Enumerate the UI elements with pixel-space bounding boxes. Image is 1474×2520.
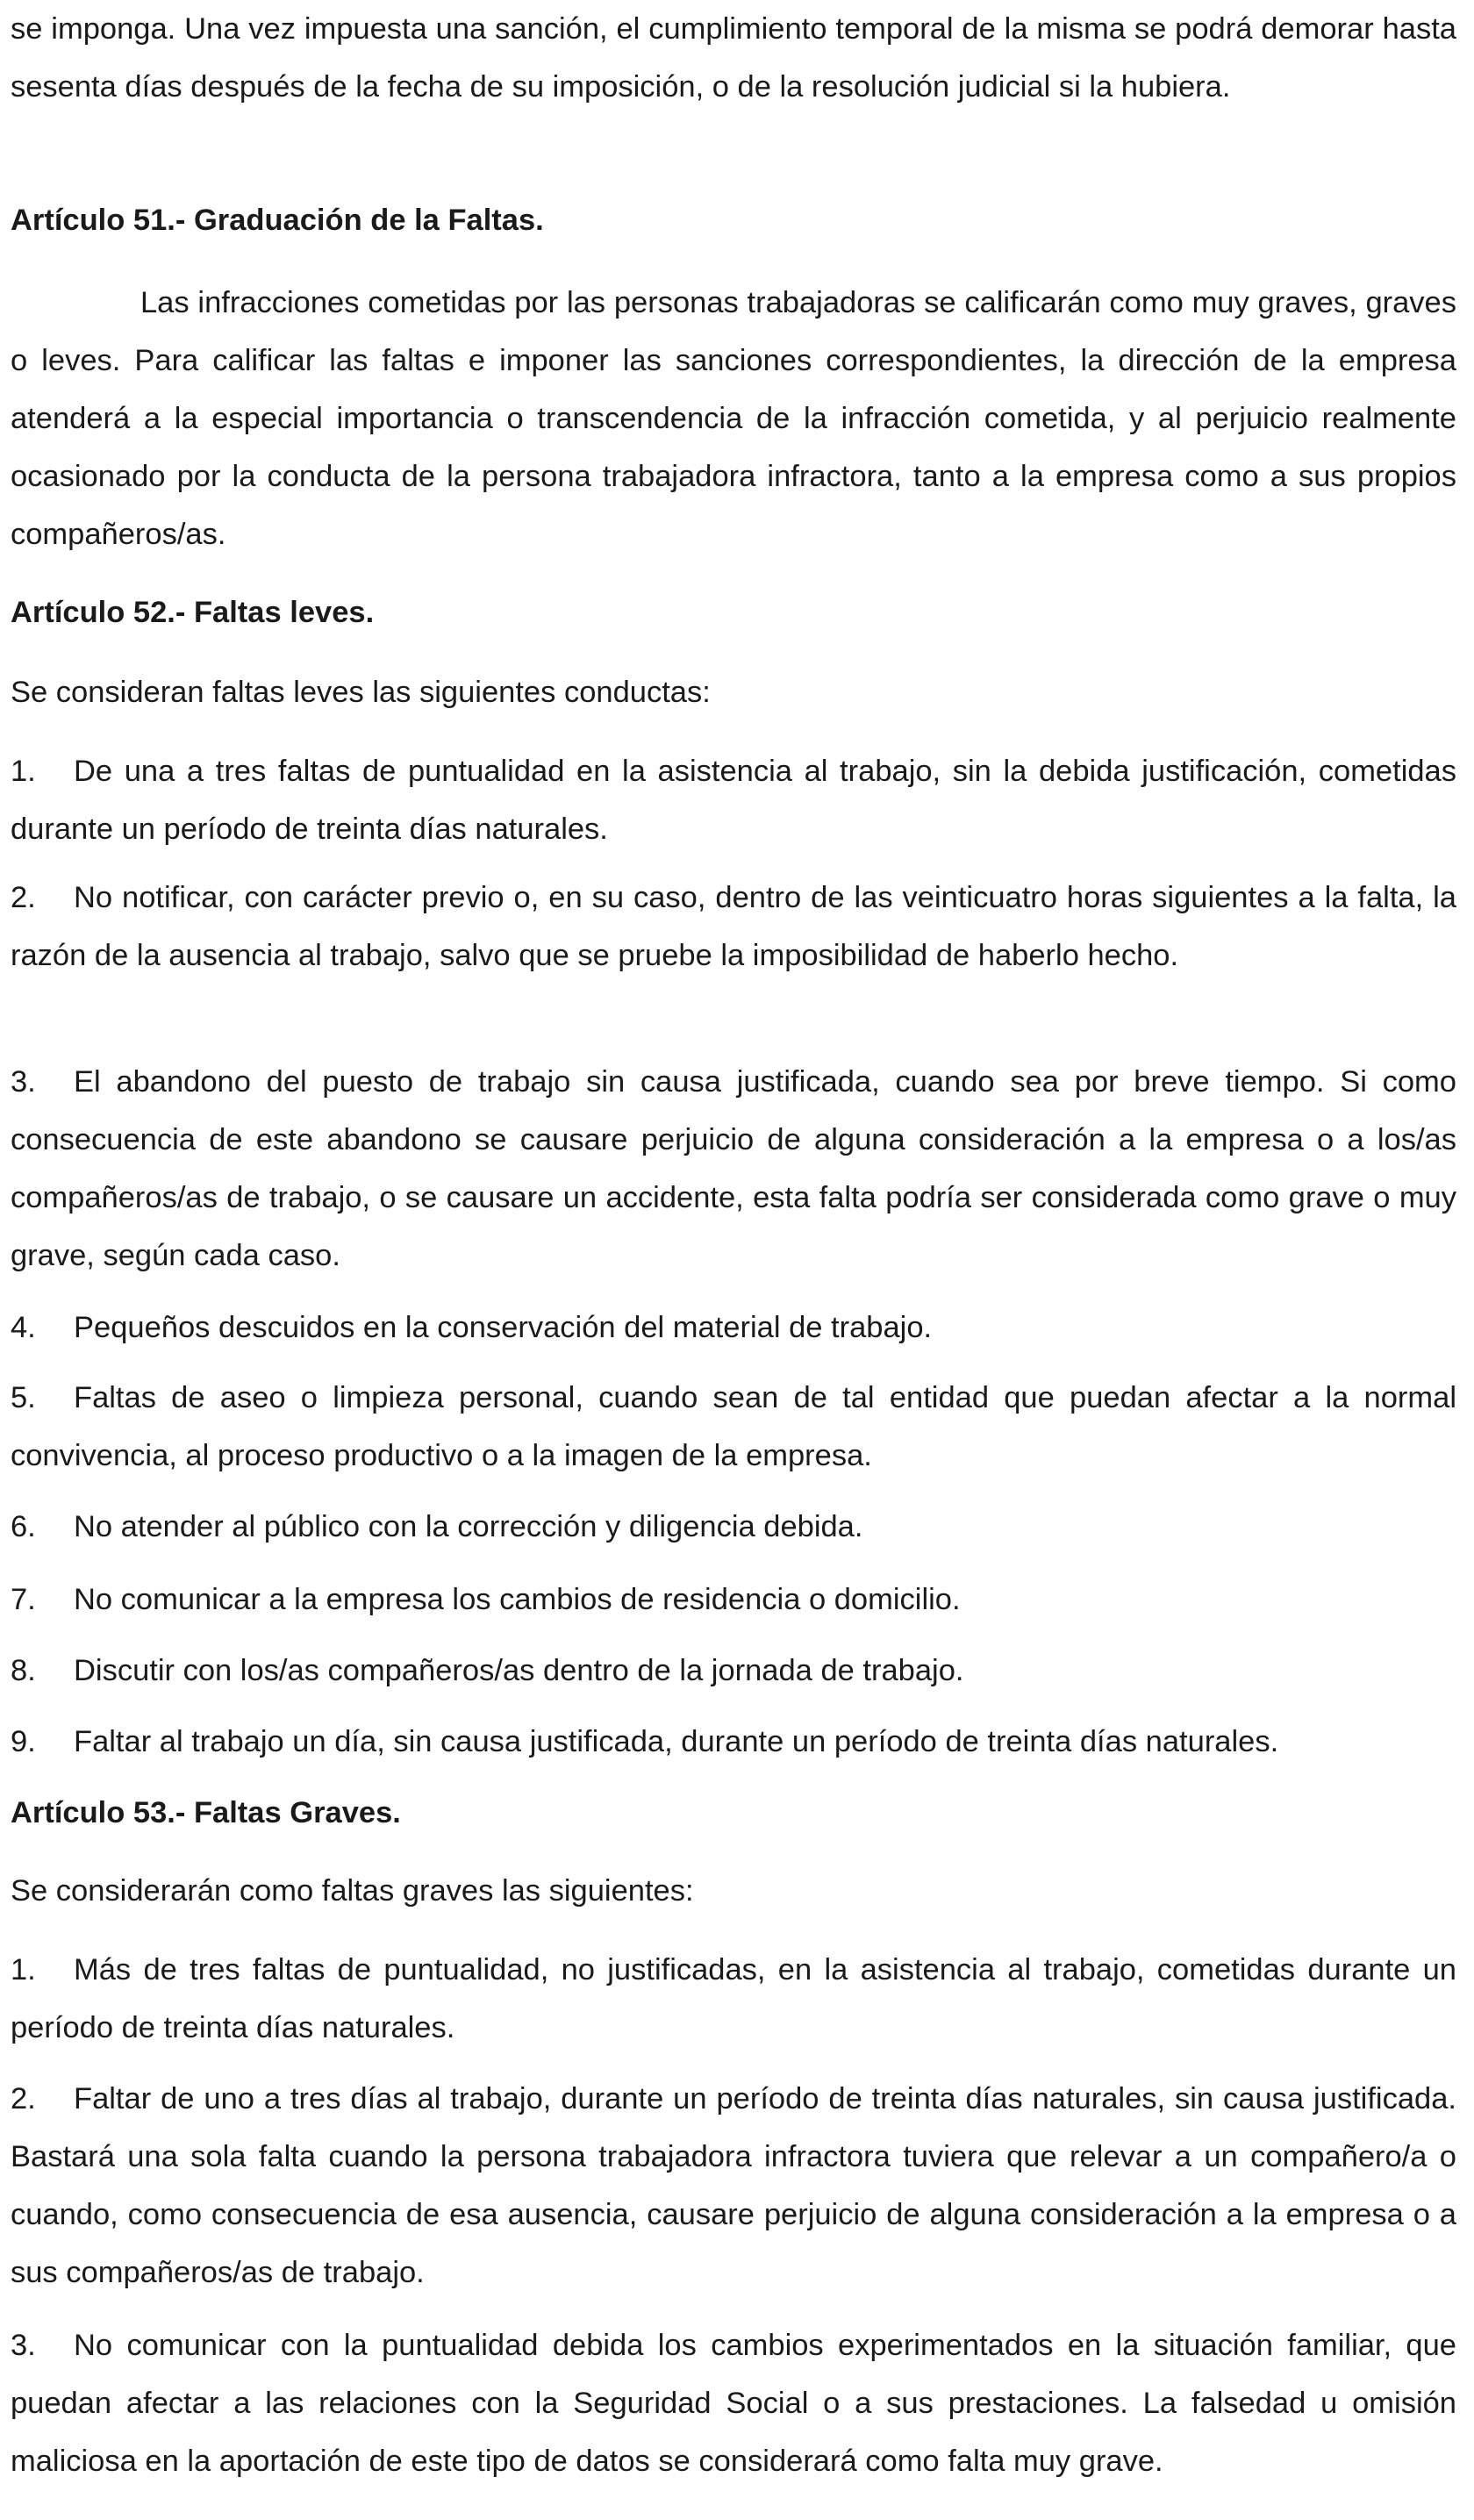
- item-text: Más de tres faltas de puntualidad, no justificadas, en la asistencia al trabajo, cometidas durante un período de treinta días naturales.: [11, 1953, 1456, 2044]
- art52-item-5: [11, 1369, 1456, 1485]
- item-number: 9.: [11, 1725, 36, 1758]
- item-number: 4.: [11, 1311, 36, 1344]
- item-number: 5.: [11, 1381, 36, 1414]
- item-text: Faltar al trabajo un día, sin causa justificada, durante un período de treinta días naturales.: [74, 1725, 1279, 1758]
- art52-item-8: [11, 1642, 1456, 1700]
- art53-item-2: [11, 2070, 1456, 2302]
- item-text: No comunicar a la empresa los cambios de residencia o domicilio.: [74, 1583, 961, 1616]
- art53-item-3: [11, 2316, 1456, 2490]
- art52-item-6: [11, 1498, 1456, 1556]
- item-text: Discutir con los/as compañeros/as dentro de la jornada de trabajo.: [74, 1654, 964, 1687]
- art53-item-1: [11, 1941, 1456, 2057]
- item-text: No atender al público con la corrección y diligencia debida.: [74, 1510, 863, 1543]
- intro-paragraph: se imponga. Una vez impuesta una sanción, el cumplimiento temporal de la misma se podrá demorar hasta sesenta días después de la fecha de su imposición, o de la resolución judicial si la hubiera.: [11, 12, 1456, 104]
- item-text: No comunicar con la puntualidad debida los cambios experimentados en la situación familiar, que puedan afectar a las relaciones con la Seguridad Social o a sus prestaciones. La falsedad u omisión maliciosa en la aportación de este tipo de datos se considerará como falta muy grave.: [11, 2329, 1456, 2478]
- article-53-heading: Artículo 53.- Faltas Graves.: [11, 1796, 401, 1829]
- art52-item-1: [11, 742, 1456, 858]
- item-text: Pequeños descuidos en la conservación del material de trabajo.: [74, 1311, 933, 1344]
- item-number: 2.: [11, 881, 36, 914]
- article-52-intro: Se consideran faltas leves las siguientes conductas:: [11, 676, 711, 709]
- item-number: 7.: [11, 1583, 36, 1616]
- item-number: 2.: [11, 2082, 36, 2116]
- art52-item-9: [11, 1713, 1456, 1771]
- art52-item-4: [11, 1299, 1456, 1357]
- item-text: De una a tres faltas de puntualidad en la asistencia al trabajo, sin la debida justificación, cometidas durante un período de treinta días naturales.: [11, 755, 1456, 846]
- article-53-intro: Se considerarán como faltas graves las siguientes:: [11, 1874, 694, 1908]
- article-51-heading: Artículo 51.- Graduación de la Faltas.: [11, 204, 544, 237]
- art52-item-7: [11, 1571, 1456, 1629]
- item-number: 1.: [11, 1953, 36, 1987]
- article-52-heading: Artículo 52.- Faltas leves.: [11, 596, 375, 629]
- item-number: 3.: [11, 1065, 36, 1099]
- item-text: No notificar, con carácter previo o, en su caso, dentro de las veinticuatro horas siguientes a la falta, la razón de la ausencia al trabajo, salvo que se pruebe la imposibilidad de haberlo hecho.: [11, 881, 1456, 972]
- item-number: 3.: [11, 2329, 36, 2362]
- item-text: Faltas de aseo o limpieza personal, cuando sean de tal entidad que puedan afectar a la normal convivencia, al proceso productivo o a la imagen de la empresa.: [11, 1381, 1456, 1472]
- art52-item-3: [11, 1053, 1456, 1285]
- art52-item-2: [11, 869, 1456, 984]
- item-number: 1.: [11, 755, 36, 788]
- item-number: 8.: [11, 1654, 36, 1687]
- item-text: El abandono del puesto de trabajo sin causa justificada, cuando sea por breve tiempo. Si como consecuencia de este abandono se causare perjuicio de alguna consideración a la empresa o a los/as compañeros/as de trabajo, o se causare un accidente, esta falta podría ser considerada como grave o muy grave, según cada caso.: [11, 1065, 1456, 1272]
- item-text: Faltar de uno a tres días al trabajo, durante un período de treinta días naturales, sin causa justificada. Bastará una sola falta cuando la persona trabajadora infractora tuviera que relevar a un compañero/a o cuando, como consecuencia de esa ausencia, causare perjuicio de alguna consideración a la empresa o a sus compañeros/as de trabajo.: [11, 2082, 1456, 2289]
- article-51-body: Las infracciones cometidas por las personas trabajadoras se calificarán como muy graves, graves o leves. Para calificar las faltas e imponer las sanciones correspondientes, la dirección de la empresa atenderá a la especial importancia o transcendencia de la infracción cometida, y al perjuicio realmente ocasionado por la conducta de la persona trabajadora infractora, tanto a la empresa como a sus propios compañeros/as.: [11, 286, 1456, 551]
- item-number: 6.: [11, 1510, 36, 1543]
